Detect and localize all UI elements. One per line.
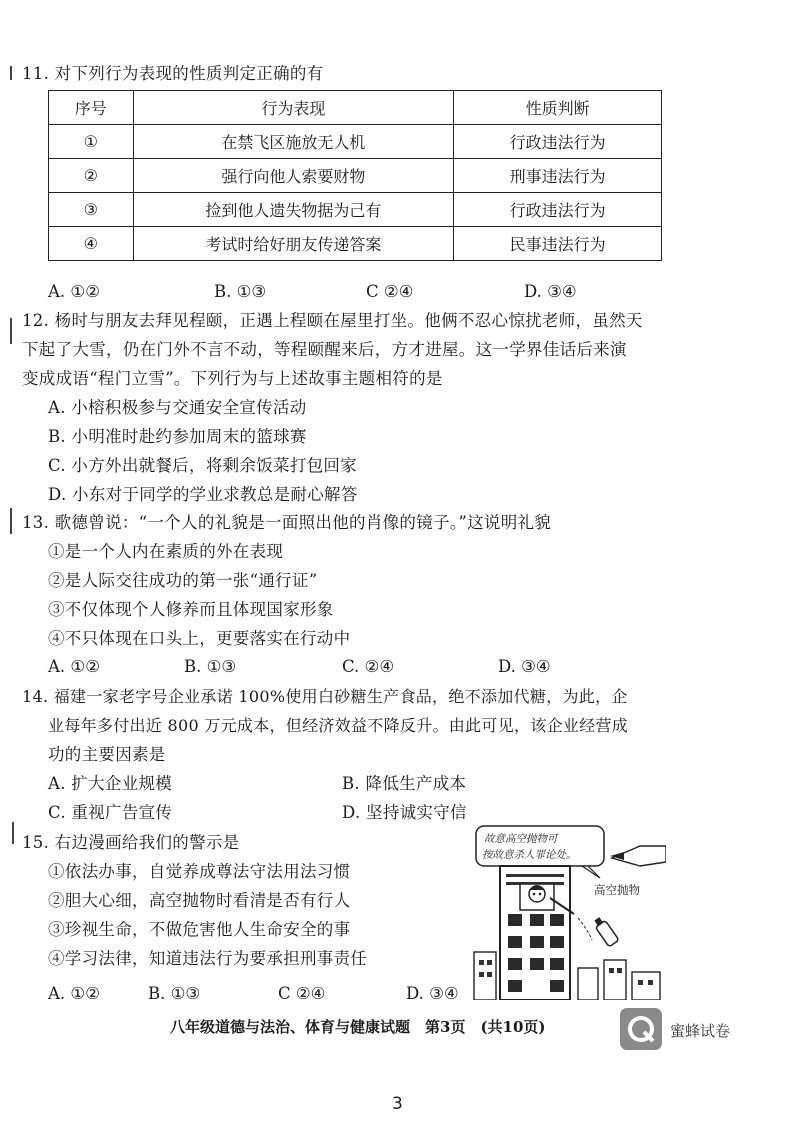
bottle-icon [592,915,619,946]
row-judgement: 刑事违法行为 [454,159,662,193]
behavior-table [48,90,662,261]
q15-option: ④学习法律，知道违法行为要承担刑事责任 [48,949,368,968]
row-index: ④ [49,227,134,261]
q15-choice-d: D. ③④ [406,984,459,1003]
margin-mark [10,318,12,344]
table-header-row [49,91,662,125]
question-12-line: 12. 杨时与朋友去拜见程颐，正遇上程颐在屋里打坐。他俩不忍心惊扰老师，虽然天 [22,311,643,330]
high-altitude-throwing-cartoon [470,822,666,1000]
row-behavior: 在禁飞区施放无人机 [133,125,454,159]
q14-choice-a: A. 扩大企业规模 [48,774,173,793]
question-12-line: 变成成语“程门立雪”。下列行为与上述故事主题相符的是 [22,369,443,388]
footer-title: 八年级道德与法治、体育与健康试题 第3页 (共10页) [170,1018,546,1036]
question-13-stem: 13. 歌德曾说：“一个人的礼貌是一面照出他的肖像的镜子。”这说明礼貌 [22,513,552,532]
q11-choice-c: C ②④ [366,282,414,301]
margin-mark [12,822,14,844]
question-14-line: 14. 福建一家老字号企业承诺 100%使用白砂糖生产食品，绝不添加代糖，为此，企 [22,687,628,706]
q13-option: ①是一个人内在素质的外在表现 [48,542,284,561]
q13-choice-a: A. ①② [48,657,100,676]
margin-mark [10,508,12,534]
q15-option: ③珍视生命，不做危害他人生命安全的事 [48,920,351,939]
brand-logo-icon [620,1008,662,1050]
row-behavior: 强行向他人索要财物 [133,159,454,193]
page-number: 3 [392,1094,403,1114]
q13-choice-d: D. ③④ [498,657,551,676]
q11-choice-a: A. ①② [48,282,100,301]
row-index: ① [49,125,134,159]
cartoon-label: 高空抛物 [594,883,640,897]
q13-choice-b: B. ①③ [184,657,237,676]
q13-option: ②是人际交往成功的第一张“通行证” [48,571,318,590]
margin-mark [10,66,12,80]
q13-choice-c: C. ②④ [342,657,395,676]
cartoon-speech-line2: 按故意杀人罪论处。 [482,849,577,861]
header-index: 序号 [49,91,134,125]
row-index: ③ [49,193,134,227]
q11-choice-d: D. ③④ [524,282,577,301]
brand-name: 蜜蜂试卷 [670,1022,731,1040]
table-row [49,159,662,193]
question-14-line: 功的主要因素是 [48,745,166,764]
question-15-stem: 15. 右边漫画给我们的警示是 [22,833,240,852]
q12-choice-a: A. 小榕积极参与交通安全宣传活动 [48,398,307,417]
header-judgement: 性质判断 [454,91,662,125]
q12-choice-c: C. 小方外出就餐后，将剩余饭菜打包回家 [48,456,358,475]
q12-choice-d: D. 小东对于同学的学业求教总是耐心解答 [48,485,358,504]
q14-choice-d: D. 坚持诚实守信 [342,803,467,822]
question-11-stem: 11. 对下列行为表现的性质判定正确的有 [22,64,324,83]
cartoon-speech-line1: 故意高空抛物可 [484,833,558,845]
q13-option: ③不仅体现个人修养而且体现国家形象 [48,600,334,619]
table-row [49,125,662,159]
question-14-line: 业每年多付出近 800 万元成本，但经济效益不降反升。由此可见，该企业经营成 [48,716,629,735]
q15-choice-a: A. ①② [48,984,100,1003]
q11-choice-b: B. ①③ [214,282,267,301]
q14-choice-c: C. 重视广告宣传 [48,803,173,822]
header-behavior: 行为表现 [133,91,454,125]
row-judgement: 行政违法行为 [454,193,662,227]
q12-choice-b: B. 小明准时赴约参加周末的篮球赛 [48,427,307,446]
q14-choice-b: B. 降低生产成本 [342,774,467,793]
q15-choice-b: B. ①③ [148,984,201,1003]
q15-choice-c: C ②④ [278,984,326,1003]
row-judgement: 民事违法行为 [454,227,662,261]
q15-option: ①依法办事，自觉养成尊法守法用法习惯 [48,862,351,881]
row-behavior: 捡到他人遗失物据为己有 [133,193,454,227]
row-index: ② [49,159,134,193]
q15-option: ②胆大心细，高空抛物时看清是否有行人 [48,891,351,910]
cartoon-illustration [470,822,666,1000]
table-row [49,193,662,227]
table-row [49,227,662,261]
q13-option: ④不只体现在口头上，更要落实在行动中 [48,629,351,648]
question-12-line: 下起了大雪，仍在门外不言不动，等程颐醒来后，方才进屋。这一学界佳话后来演 [22,340,627,359]
row-judgement: 行政违法行为 [454,125,662,159]
row-behavior: 考试时给好朋友传递答案 [133,227,454,261]
